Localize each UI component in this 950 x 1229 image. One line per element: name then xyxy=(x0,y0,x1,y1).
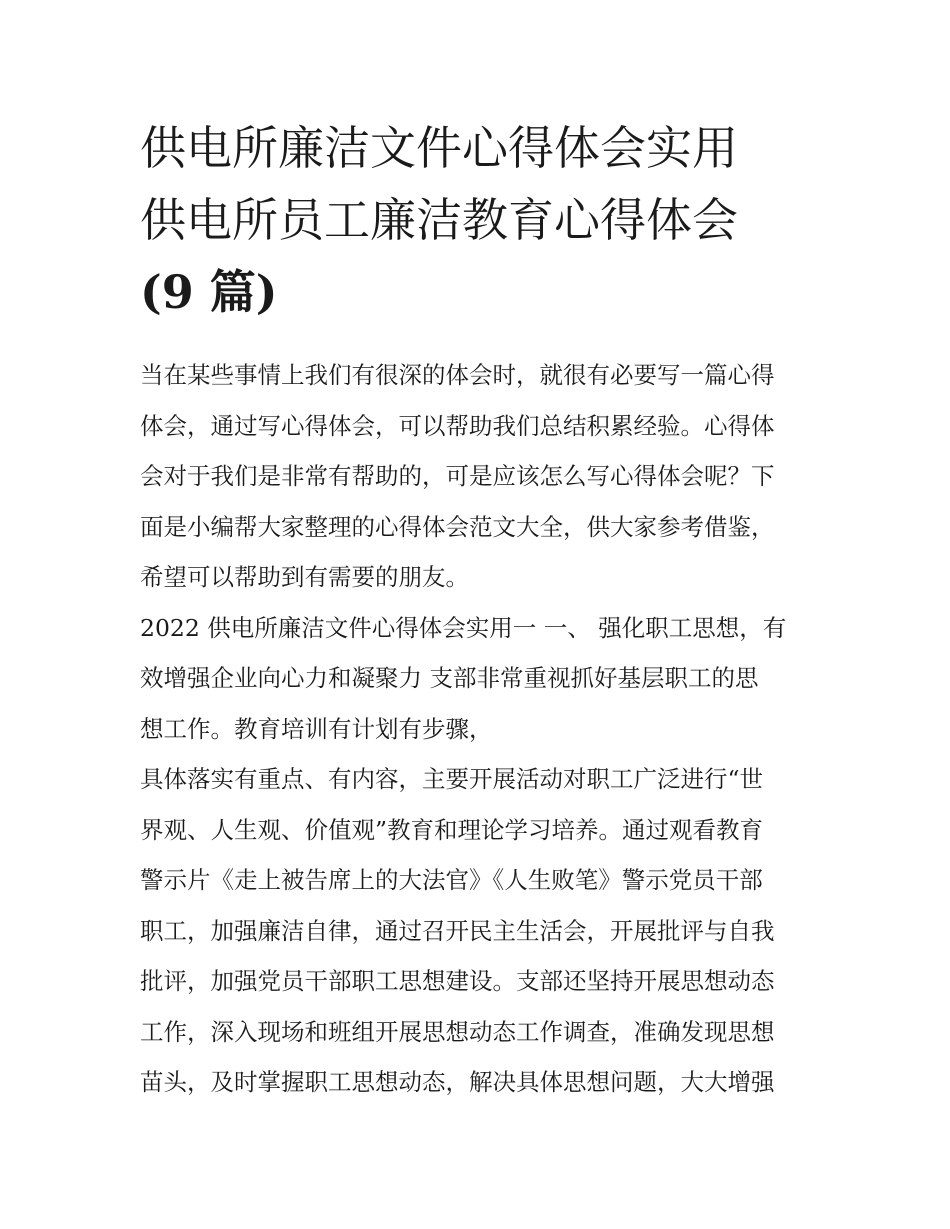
title-line: (9 篇) xyxy=(140,265,278,319)
title-line: 供电所廉洁文件心得体会实用 xyxy=(140,121,738,175)
body-line: 界观、人生观、价值观”教育和理论学习培养。通过观看教育 xyxy=(140,815,764,844)
body-line: 苗头，及时掌握职工思想动态，解决具体思想问题，大大增强 xyxy=(140,1068,775,1096)
document-title xyxy=(140,112,820,328)
document-body xyxy=(140,350,820,1108)
body-line: 体会，通过写心得体会，可以帮助我们总结积累经验。心得体 xyxy=(140,411,775,440)
body-line: 工作，深入现场和班组开展思想动态工作调查，准确发现思想 xyxy=(140,1017,775,1046)
body-line: 2022 供电所廉洁文件心得体会实用一 一、 强化职工思想，有 xyxy=(140,613,787,642)
body-line: 警示片《走上被告席上的大法官》《人生败笔》警示党员干部 xyxy=(140,866,763,894)
body-line: 职工，加强廉洁自律，通过召开民主生活会，开展批评与自我 xyxy=(140,916,775,945)
body-line: 面是小编帮大家整理的心得体会范文大全，供大家参考借鉴， xyxy=(140,512,775,541)
document-page xyxy=(140,112,820,1108)
body-line: 希望可以帮助到有需要的朋友。 xyxy=(140,563,469,591)
body-line: 批评，加强党员干部职工思想建设。支部还坚持开展思想动态 xyxy=(140,967,775,995)
body-line: 具体落实有重点、有内容，主要开展活动对职工广泛进行“世 xyxy=(140,765,764,793)
body-line: 效增强企业向心力和凝聚力 支部非常重视抓好基层职工的思 xyxy=(140,664,759,692)
title-line: 供电所员工廉洁教育心得体会 xyxy=(140,193,738,247)
body-line: 想工作。教育培训有计划有步骤， xyxy=(140,714,493,743)
body-line: 当在某些事情上我们有很深的体会时，就很有必要写一篇心得 xyxy=(140,361,775,389)
body-line: 会对于我们是非常有帮助的，可是应该怎么写心得体会呢？下 xyxy=(140,462,775,490)
